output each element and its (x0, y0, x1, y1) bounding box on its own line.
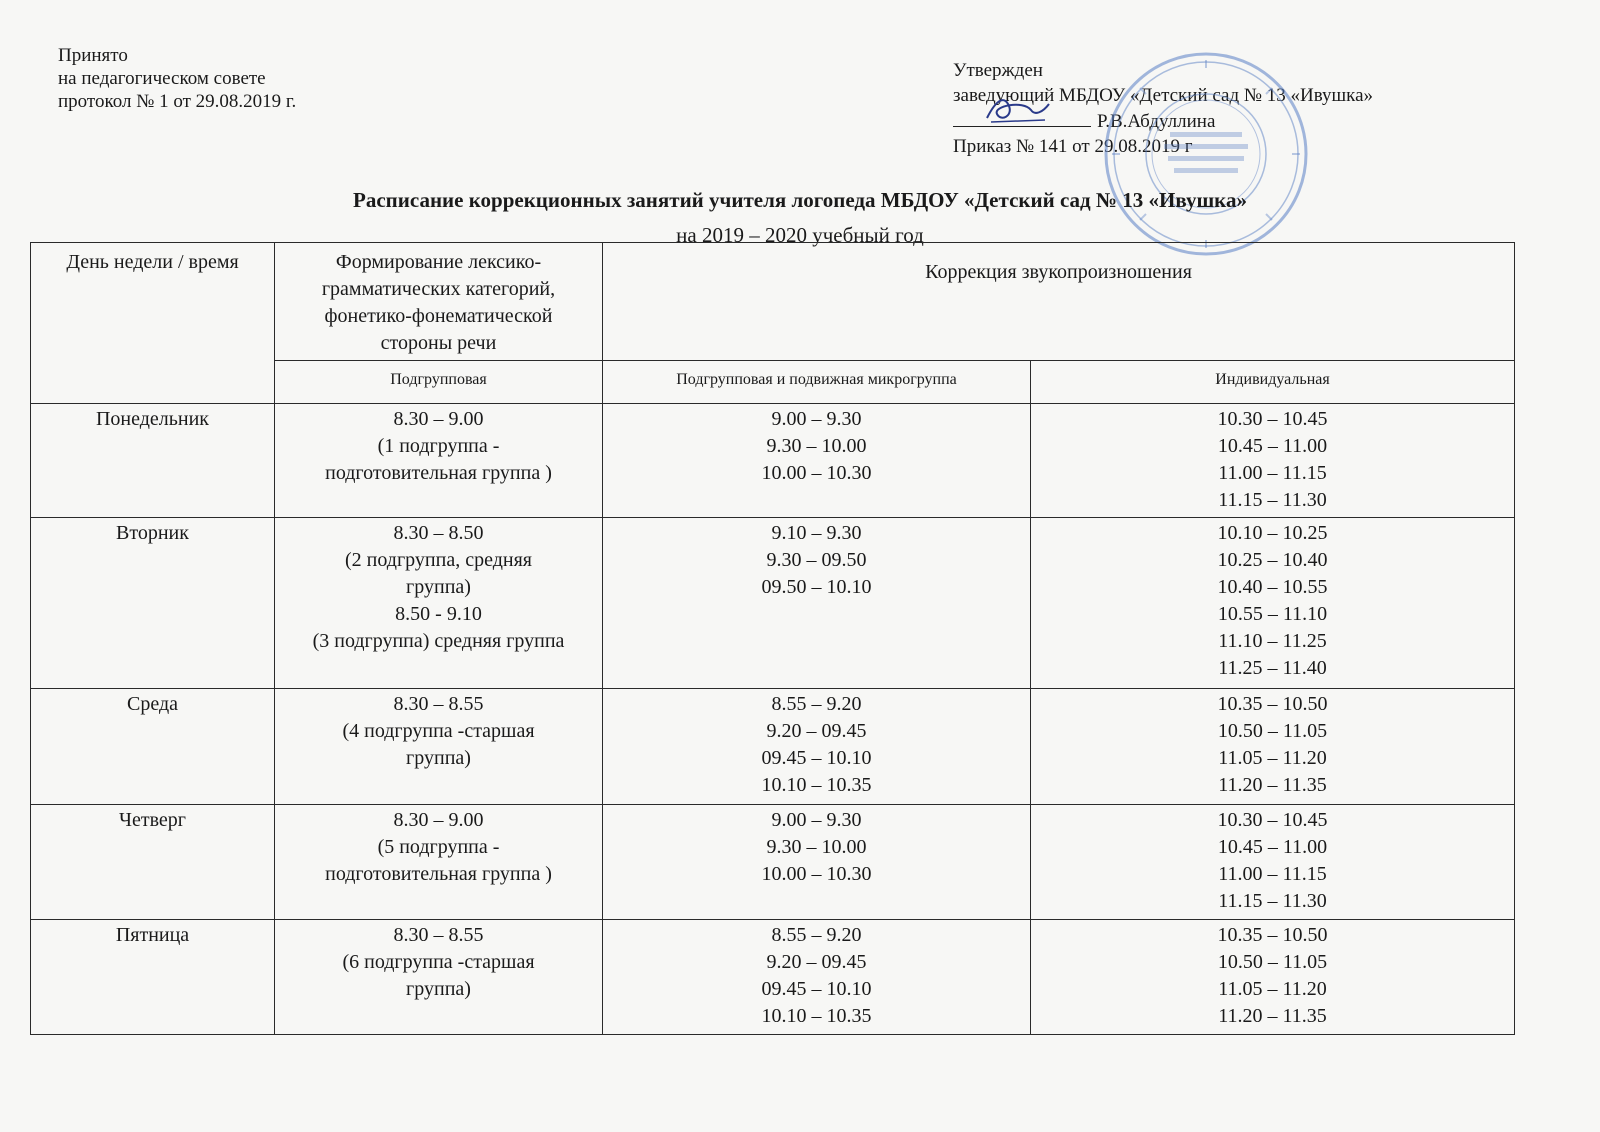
title-text: Расписание коррекционных занятий учителя логопеда МБДОУ «Детский сад № 13 «Ивушка» (353, 188, 1247, 212)
formation-cell (275, 689, 603, 804)
cell-line: 8.30 – 9.00 (393, 808, 484, 831)
approval-block-left (58, 44, 296, 113)
cell-line: 9.20 – 09.45 (766, 950, 867, 973)
cell-line: 11.20 – 11.35 (1218, 774, 1327, 797)
cell-line: подготовительная группа ) (325, 461, 552, 484)
formation-header-line: стороны речи (380, 332, 497, 354)
cell-line: (1 подгруппа - (377, 434, 500, 457)
cell-line: 09.45 – 10.10 (761, 747, 872, 770)
formation-header-line: фонетико-фонематической (324, 305, 553, 327)
individual-cell (1031, 689, 1515, 804)
signature-underline (953, 108, 1091, 127)
cell-line: 10.25 – 10.40 (1217, 548, 1328, 571)
table-row (31, 804, 1515, 919)
mobile-cell (603, 804, 1031, 919)
cell-line: 8.50 - 9.10 (395, 602, 482, 625)
confirmed-label: Утвержден (953, 60, 1043, 81)
cell-line: 11.20 – 11.35 (1218, 1004, 1327, 1027)
cell-line: 9.00 – 9.30 (771, 808, 862, 831)
sub-individual-header: Индивидуальная (1031, 361, 1515, 403)
cell-line: (3 подгруппа) средняя группа (312, 629, 565, 652)
cell-line: 10.10 – 10.25 (1217, 521, 1328, 544)
mobile-cell (603, 919, 1031, 1034)
cell-line: группа) (406, 575, 471, 598)
cell-line: 10.55 – 11.10 (1217, 602, 1328, 625)
formation-cell (275, 804, 603, 919)
formation-cell (275, 403, 603, 517)
cell-line: 10.00 – 10.30 (761, 862, 872, 885)
cell-line: 10.35 – 10.50 (1217, 693, 1328, 716)
order-label: Приказ № 141 от 29.08.2019 г (953, 136, 1193, 157)
cell-line: 8.30 – 8.55 (393, 923, 484, 946)
cell-line: подготовительная группа ) (325, 862, 552, 885)
cell-line: 10.45 – 11.00 (1217, 835, 1328, 858)
cell-line: 9.00 – 9.30 (771, 407, 862, 430)
cell-line: 11.05 – 11.20 (1218, 747, 1327, 770)
cell-line: 9.20 – 09.45 (766, 720, 867, 743)
formation-cell (275, 517, 603, 689)
cell-line: 8.30 – 8.55 (393, 693, 484, 716)
cell-line: 11.15 – 11.30 (1218, 889, 1327, 912)
cell-line: 8.55 – 9.20 (771, 693, 862, 716)
cell-line: 10.00 – 10.30 (761, 461, 872, 484)
cell-line: группа) (406, 977, 471, 1000)
day-cell: Четверг (31, 804, 275, 919)
individual-cell (1031, 403, 1515, 517)
cell-line: группа) (406, 747, 471, 770)
cell-line: 9.30 – 09.50 (766, 548, 867, 571)
table-row (31, 403, 1515, 517)
col-formation-header (275, 243, 603, 361)
council-label: на педагогическом совете (58, 68, 266, 89)
day-cell: Пятница (31, 919, 275, 1034)
cell-line: 11.00 – 11.15 (1218, 862, 1327, 885)
formation-cell (275, 919, 603, 1034)
cell-line: 10.50 – 11.05 (1217, 720, 1328, 743)
col-day-header: День недели / время (31, 243, 275, 404)
day-cell: Вторник (31, 517, 275, 689)
cell-line: 8.30 – 8.50 (393, 521, 484, 544)
cell-line: 11.25 – 11.40 (1218, 656, 1327, 679)
formation-header-line: Формирование лексико- (335, 251, 542, 273)
cell-line: 9.30 – 10.00 (766, 835, 867, 858)
cell-line: (5 подгруппа - (377, 835, 500, 858)
table-row (31, 919, 1515, 1034)
approved-label: Принято (58, 45, 128, 66)
formation-header-line: грамматических категорий, (321, 278, 556, 300)
day-cell: Среда (31, 689, 275, 804)
schedule-table (30, 242, 1515, 1035)
protocol-label: протокол № 1 от 29.08.2019 г. (58, 91, 297, 112)
mobile-cell (603, 403, 1031, 517)
head-name: Р.В.Абдуллина (1097, 111, 1216, 132)
cell-line: 10.30 – 10.45 (1217, 808, 1328, 831)
cell-line: 10.45 – 11.00 (1217, 434, 1328, 457)
day-cell: Понедельник (31, 403, 275, 517)
cell-line: 11.05 – 11.20 (1218, 977, 1327, 1000)
header-row-1 (31, 243, 1515, 361)
cell-line: 8.55 – 9.20 (771, 923, 862, 946)
cell-line: 9.30 – 10.00 (766, 434, 867, 457)
cell-line: 10.10 – 10.35 (761, 774, 872, 797)
cell-line: 10.50 – 11.05 (1217, 950, 1328, 973)
cell-line: 9.10 – 9.30 (771, 521, 862, 544)
individual-cell (1031, 919, 1515, 1034)
col-correction-header: Коррекция звукопроизношения (603, 243, 1515, 361)
cell-line: (2 подгруппа, средняя (345, 548, 532, 571)
sub-mobile-header: Подгрупповая и подвижная микрогруппа (603, 361, 1031, 403)
cell-line: 10.40 – 10.55 (1217, 575, 1328, 598)
cell-line: 10.35 – 10.50 (1217, 923, 1328, 946)
cell-line: 10.10 – 10.35 (761, 1004, 872, 1027)
cell-line: 10.30 – 10.45 (1217, 407, 1328, 430)
cell-line: (4 подгруппа -старшая (342, 720, 535, 743)
cell-line: 11.00 – 11.15 (1218, 461, 1327, 484)
cell-line: 8.30 – 9.00 (393, 407, 484, 430)
cell-line: 11.10 – 11.25 (1218, 629, 1327, 652)
cell-line: 09.50 – 10.10 (761, 575, 872, 598)
table-row (31, 689, 1515, 804)
head-title: заведующий МБДОУ «Детский сад № 13 «Ивушка» (953, 85, 1374, 106)
mobile-cell (603, 689, 1031, 804)
table-row (31, 517, 1515, 689)
individual-cell (1031, 517, 1515, 689)
mobile-cell (603, 517, 1031, 689)
sub-subgroup-header: Подгрупповая (275, 361, 603, 403)
individual-cell (1031, 804, 1515, 919)
signature-icon (983, 92, 1053, 126)
cell-line: 09.45 – 10.10 (761, 977, 872, 1000)
cell-line: (6 подгруппа -старшая (342, 950, 535, 973)
cell-line: 11.15 – 11.30 (1218, 488, 1327, 511)
document-subtitle: на 2019 – 2020 учебный год (676, 223, 924, 247)
